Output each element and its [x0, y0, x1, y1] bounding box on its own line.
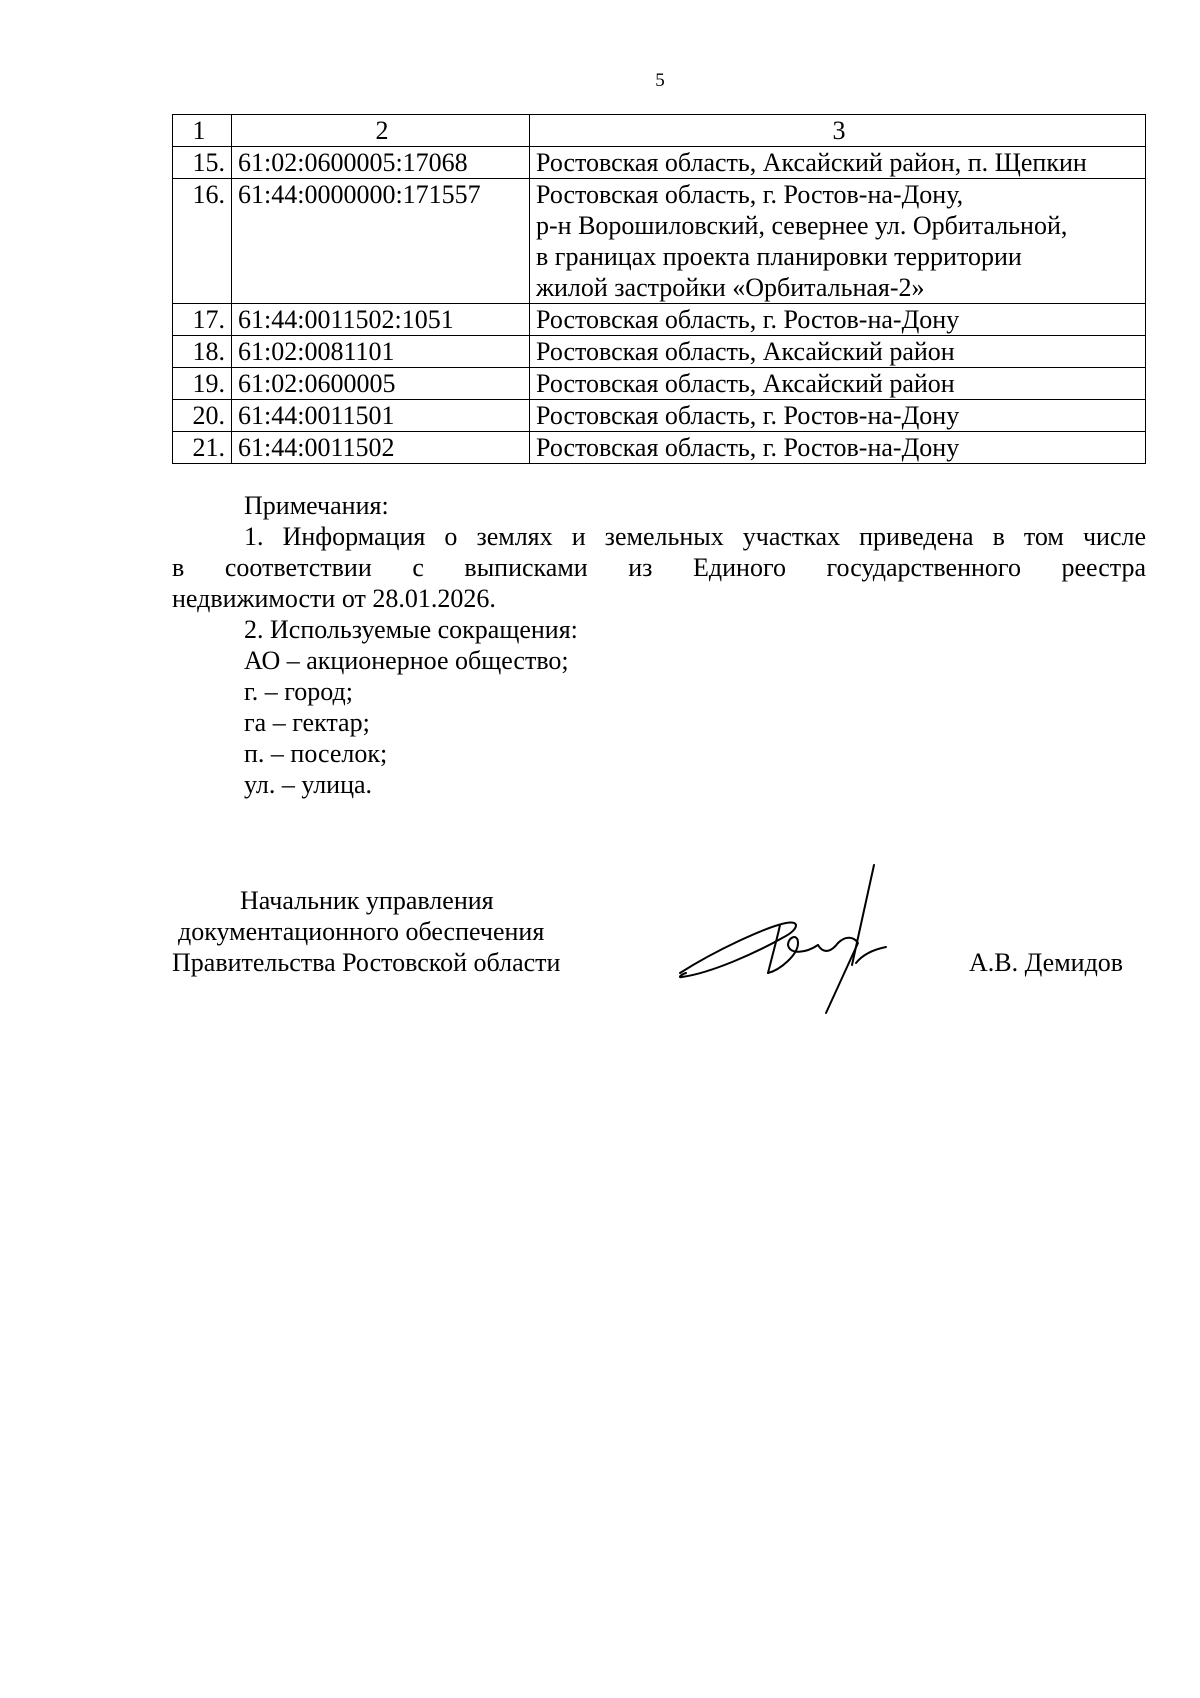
table-row	[173, 147, 1146, 179]
table-row	[173, 432, 1146, 464]
address-line: Ростовская область, г. Ростов-на-Дону	[536, 305, 960, 334]
position-line-1: Начальник управления	[240, 886, 494, 915]
signer-name: А.В. Демидов	[969, 948, 1124, 977]
table-body	[173, 115, 1146, 464]
address-line: Ростовская область, Аксайский район, п. Щепкин	[536, 148, 1087, 177]
note-1-line-2: в соответствии с выписками из Единого государственного реестра	[172, 553, 1146, 582]
abbreviation-item: АО – акционерное общество;	[244, 646, 569, 675]
note-1-line-3: недвижимости от 28.01.2026.	[172, 584, 496, 613]
handwritten-signature	[676, 855, 946, 1015]
address-cell	[530, 400, 1146, 432]
address-cell	[530, 432, 1146, 464]
table-header-row	[173, 115, 1146, 147]
table-row	[173, 304, 1146, 336]
note-1-line-1: 1. Информация о землях и земельных участках приведена в том числе	[244, 522, 1146, 551]
cadastral-number: 61:44:0000000:171557	[232, 179, 530, 304]
signatory-position	[172, 885, 560, 978]
cadastral-number: 61:44:0011502:1051	[232, 304, 530, 336]
table-row	[173, 368, 1146, 400]
row-number: 18.	[173, 336, 232, 368]
abbreviation-item: п. – поселок;	[244, 739, 388, 768]
cadastral-number: 61:44:0011501	[232, 400, 530, 432]
address-line: р-н Ворошиловский, севернее ул. Орбитальной,	[536, 211, 1068, 240]
cadastral-number: 61:02:0600005:17068	[232, 147, 530, 179]
address-cell	[530, 368, 1146, 400]
header-cell-2: 2	[232, 115, 530, 147]
address-cell	[530, 147, 1146, 179]
address-line: Ростовская область, г. Ростов-на-Дону	[536, 433, 960, 462]
table-row	[173, 179, 1146, 304]
notes-section	[172, 490, 1146, 800]
page-number: 5	[655, 70, 665, 91]
signature-stroke	[768, 925, 780, 973]
address-line: Ростовская область, Аксайский район	[536, 369, 955, 398]
table-row	[173, 336, 1146, 368]
header-cell-3: 3	[530, 115, 1146, 147]
header-cell-1: 1	[173, 115, 232, 147]
land-registry-table	[172, 114, 1146, 464]
position-line-2: документационного обеспечения	[178, 917, 545, 946]
row-number: 20.	[173, 400, 232, 432]
signature-stroke	[852, 865, 874, 965]
row-number: 15.	[173, 147, 232, 179]
cadastral-number: 61:02:0600005	[232, 368, 530, 400]
address-cell	[530, 179, 1146, 304]
address-cell	[530, 304, 1146, 336]
row-number: 21.	[173, 432, 232, 464]
address-line: Ростовская область, г. Ростов-на-Дону,	[536, 180, 964, 209]
signature-stroke	[856, 947, 886, 963]
cadastral-number: 61:44:0011502	[232, 432, 530, 464]
row-number: 16.	[173, 179, 232, 304]
abbreviation-item: г. – город;	[244, 677, 353, 706]
address-cell	[530, 336, 1146, 368]
position-line-3: Правительства Ростовской области	[172, 948, 561, 977]
note-2-title: 2. Используемые сокращения:	[244, 615, 578, 644]
address-line: Ростовская область, Аксайский район	[536, 337, 955, 366]
abbreviation-item: ул. – улица.	[244, 770, 373, 799]
notes-title: Примечания:	[244, 491, 389, 520]
row-number: 19.	[173, 368, 232, 400]
abbreviation-item: га – гектар;	[244, 708, 370, 737]
address-line: жилой застройки «Орбитальная-2»	[536, 273, 925, 302]
row-number: 17.	[173, 304, 232, 336]
address-line: Ростовская область, г. Ростов-на-Дону	[536, 401, 960, 430]
signature-stroke	[818, 943, 838, 951]
table-row	[173, 400, 1146, 432]
cadastral-number: 61:02:0081101	[232, 336, 530, 368]
address-line: в границах проекта планировки территории	[536, 242, 1022, 271]
